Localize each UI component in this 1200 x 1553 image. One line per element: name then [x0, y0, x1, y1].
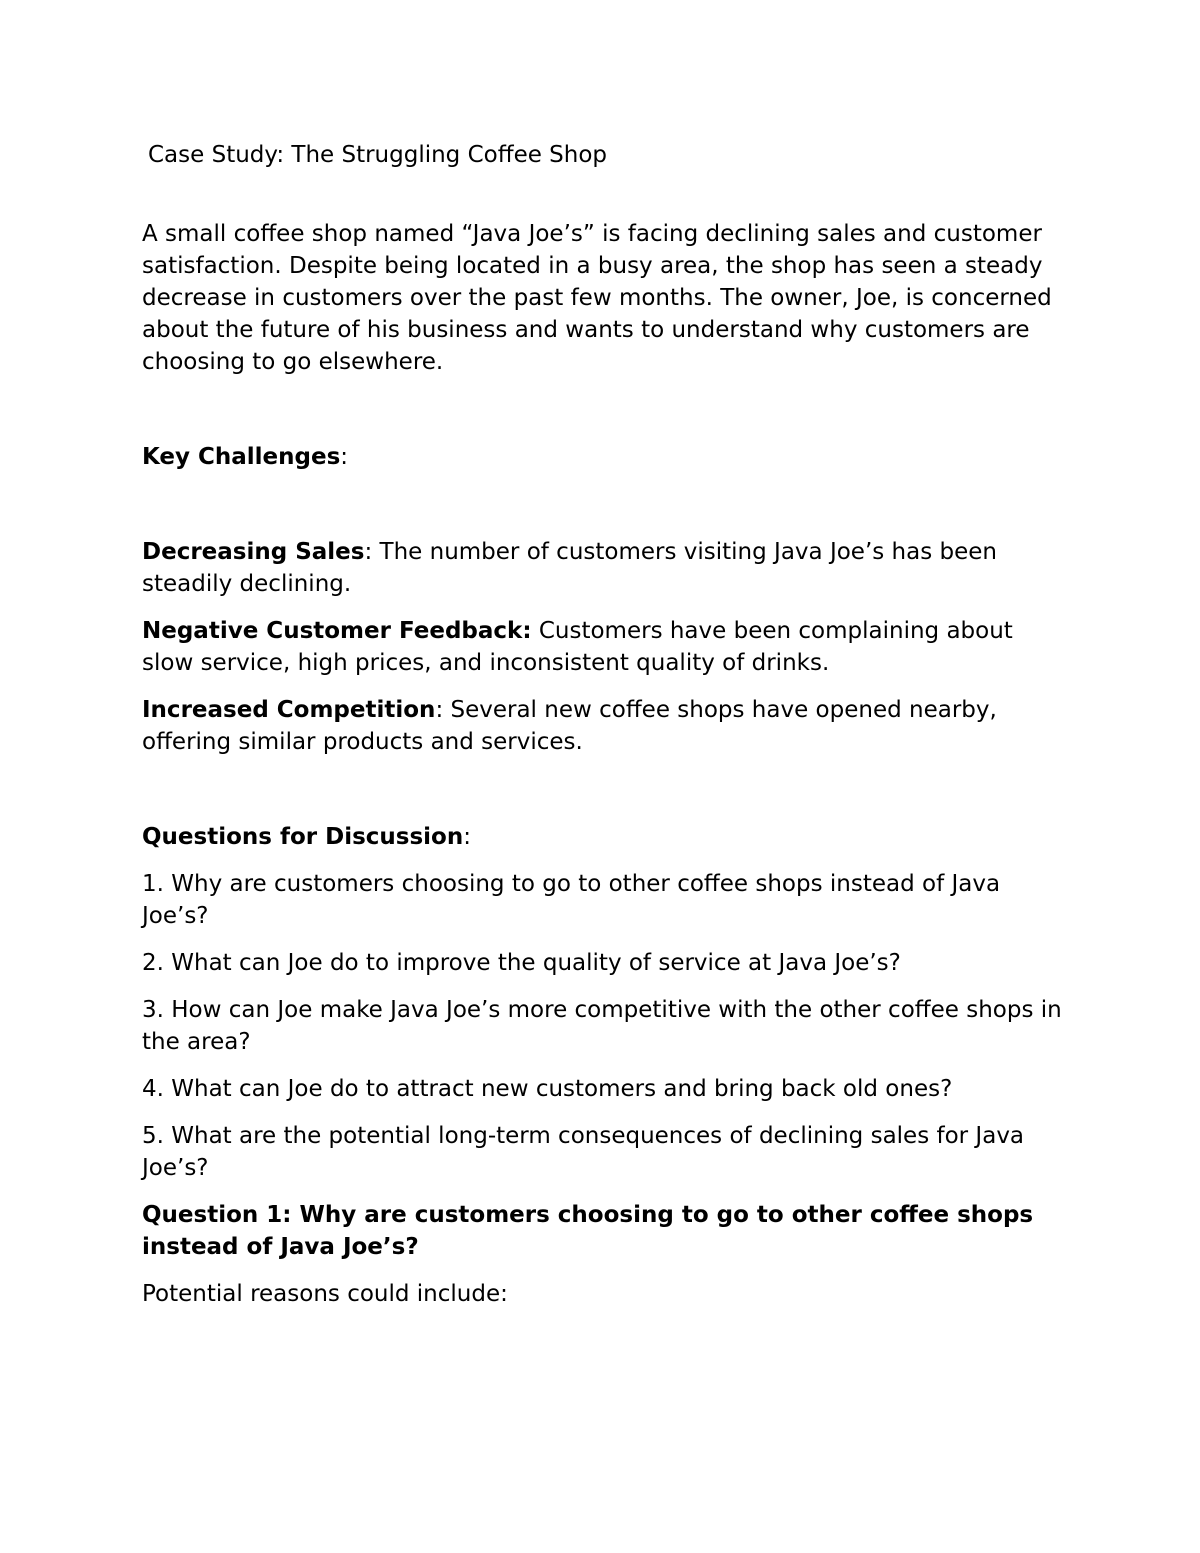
- discussion-question: 4. What can Joe do to attract new customers and bring back old ones?: [142, 1076, 953, 1102]
- key-challenges-heading: Key Challenges:: [142, 444, 349, 470]
- discussion-question: 1. Why are customers choosing to go to other coffee shops instead of Java Joe’s?: [142, 871, 1001, 929]
- challenge-label: Negative Customer Feedback:: [142, 618, 532, 644]
- answer-lead: Potential reasons could include:: [142, 1281, 508, 1307]
- challenge-item: [142, 694, 1067, 758]
- challenge-text: : The number of customers visiting Java Joe’s has been steadily declining.: [142, 539, 997, 597]
- document-page: [142, 139, 1067, 1310]
- intro-paragraph: A small coffee shop named “Java Joe’s” is facing declining sales and customer satisfaction. Despite being located in a busy area, the shop has seen a steady decrease in customers over the past few months. The owner, Joe, is concerned about the future of his business and wants to understand why customers are choosing to go elsewhere.: [142, 221, 1052, 375]
- discussion-heading: Questions for Discussion:: [142, 824, 471, 850]
- discussion-question: 3. How can Joe make Java Joe’s more competitive with the other coffee shops in the area?: [142, 997, 1062, 1055]
- challenge-text: : Several new coffee shops have opened nearby, offering similar products and services.: [142, 697, 997, 755]
- challenge-label: Increased Competition: [142, 697, 436, 723]
- challenge-text: Customers have been complaining about slow service, high prices, and inconsistent quality of drinks.: [142, 618, 1013, 676]
- challenge-label: Decreasing Sales: [142, 539, 365, 565]
- challenge-item: [142, 615, 1067, 679]
- challenge-item: [142, 536, 1067, 600]
- document-title: Case Study: The Struggling Coffee Shop: [148, 142, 608, 168]
- discussion-question: 2. What can Joe do to improve the quality of service at Java Joe’s?: [142, 950, 901, 976]
- discussion-question: 5. What are the potential long-term consequences of declining sales for Java Joe’s?: [142, 1123, 1025, 1181]
- answer-heading: Question 1: Why are customers choosing to go to other coffee shops instead of Java Joe’s?: [142, 1202, 1034, 1260]
